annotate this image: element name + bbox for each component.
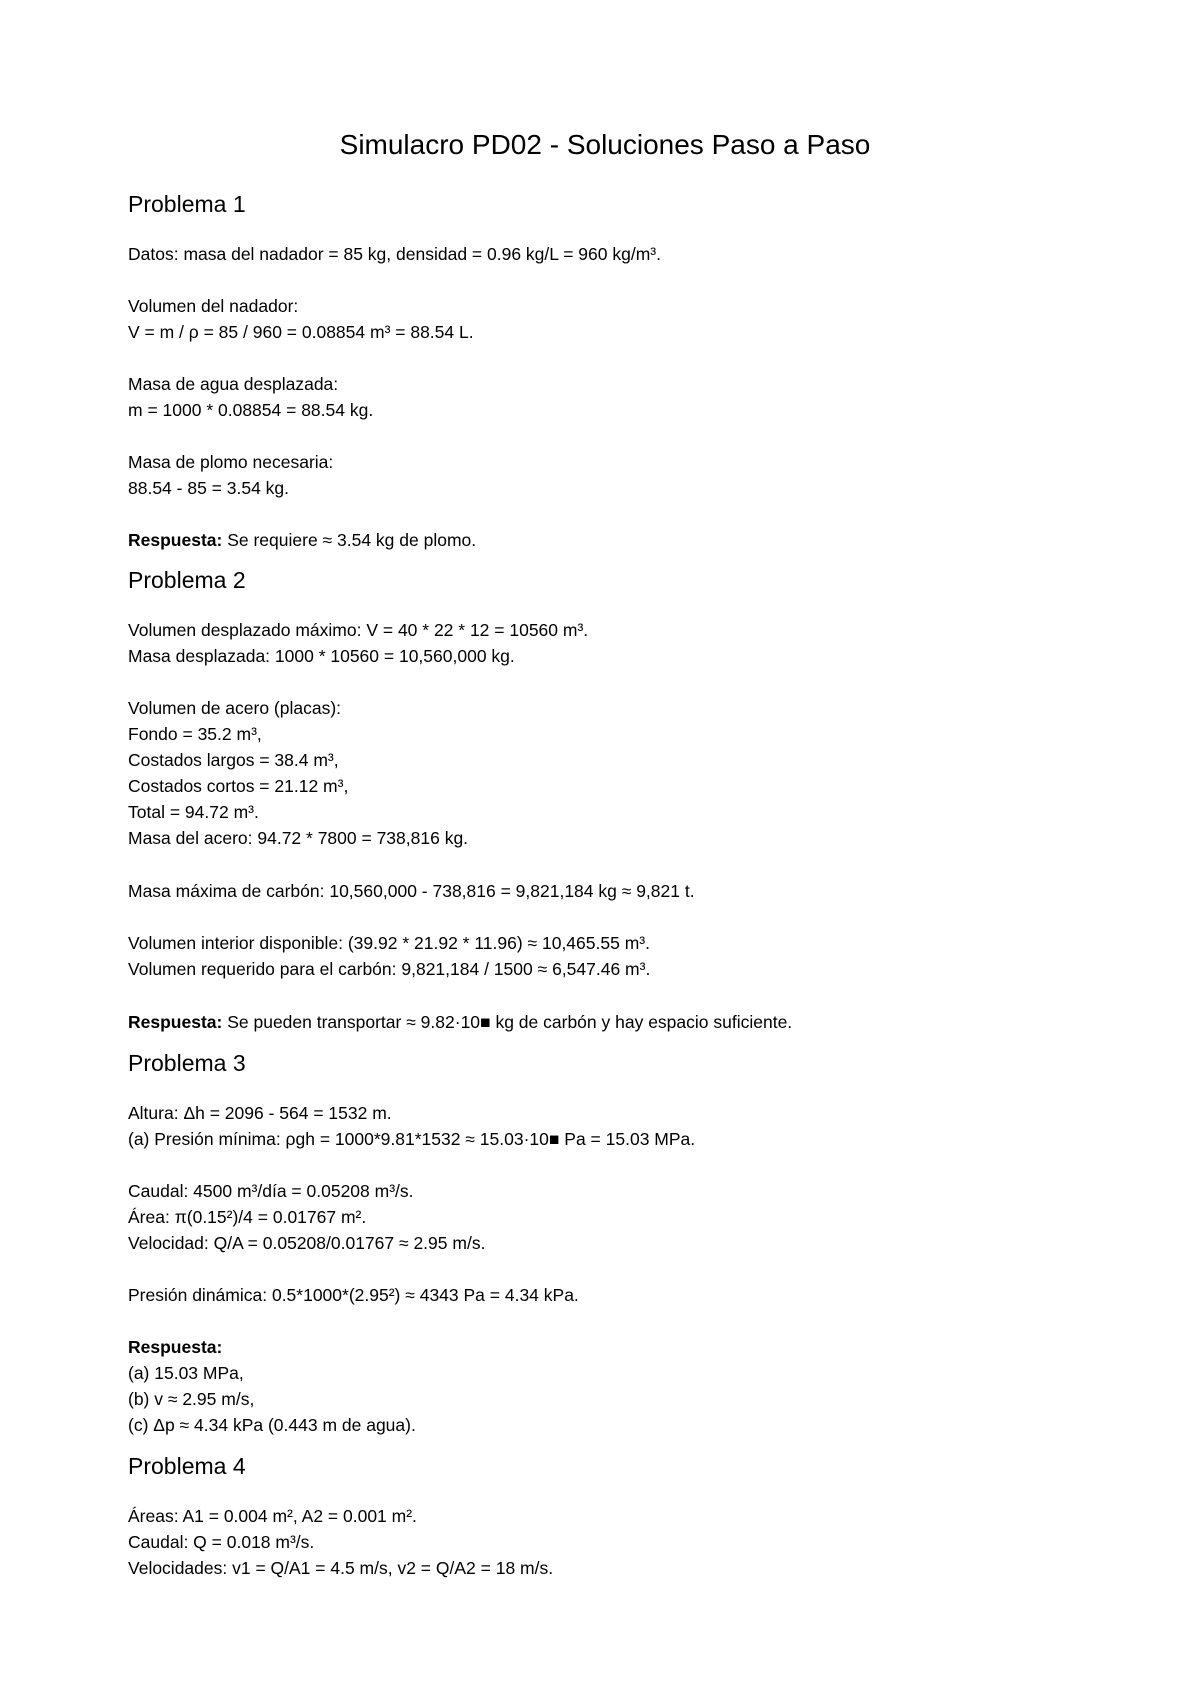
problem-3-answer-line: (c) Δp ≈ 4.34 kPa (0.443 m de agua). (128, 1415, 416, 1435)
problem-1-line: Masa de agua desplazada: (128, 374, 339, 394)
answer-label: Respuesta: (128, 1012, 223, 1032)
problem-2-line: Masa máxima de carbón: 10,560,000 - 738,816 = 9,821,184 kg ≈ 9,821 t. (128, 881, 695, 901)
problem-2-line: Fondo = 35.2 m³, (128, 724, 262, 744)
problem-4-line: Áreas: A1 = 0.004 m², A2 = 0.001 m². (128, 1506, 417, 1526)
problem-1-line: Masa de plomo necesaria: (128, 452, 334, 472)
problem-2-line: Masa desplazada: 1000 * 10560 = 10,560,000 kg. (128, 646, 515, 666)
problem-2-line: Masa del acero: 94.72 * 7800 = 738,816 kg. (128, 828, 469, 848)
problem-3-answer-label: Respuesta: (128, 1337, 223, 1357)
problem-3-heading: Problema 3 (128, 1050, 246, 1076)
problem-4-line: Velocidades: v1 = Q/A1 = 4.5 m/s, v2 = Q/A2 = 18 m/s. (128, 1558, 554, 1578)
problem-1-line: m = 1000 * 0.08854 = 88.54 kg. (128, 400, 374, 420)
problem-3-line: Caudal: 4500 m³/día = 0.05208 m³/s. (128, 1181, 414, 1201)
problem-2-line: Volumen desplazado máximo: V = 40 * 22 * 12 = 10560 m³. (128, 620, 589, 640)
problem-2-line: Volumen requerido para el carbón: 9,821,184 / 1500 ≈ 6,547.46 m³. (128, 959, 651, 979)
problem-4-line: Caudal: Q = 0.018 m³/s. (128, 1532, 315, 1552)
problem-3-line: Área: π(0.15²)/4 = 0.01767 m². (128, 1207, 367, 1227)
problem-1-line: Volumen del nadador: (128, 296, 299, 316)
problem-2-line: Volumen de acero (placas): (128, 698, 342, 718)
problem-2-line: Total = 94.72 m³. (128, 802, 259, 822)
problem-1-line: Datos: masa del nadador = 85 kg, densidad = 0.96 kg/L = 960 kg/m³. (128, 244, 661, 264)
problem-1-line: 88.54 - 85 = 3.54 kg. (128, 478, 290, 498)
problem-1-heading: Problema 1 (128, 191, 246, 217)
problem-2-line: Costados largos = 38.4 m³, (128, 750, 339, 770)
problem-2-line: Volumen interior disponible: (39.92 * 21.92 * 11.96) ≈ 10,465.55 m³. (128, 933, 650, 953)
problem-4-heading: Problema 4 (128, 1453, 246, 1479)
problem-2-heading: Problema 2 (128, 567, 246, 593)
problem-3-line: Altura: Δh = 2096 - 564 = 1532 m. (128, 1103, 392, 1123)
problem-3-line: Velocidad: Q/A = 0.05208/0.01767 ≈ 2.95 m/s. (128, 1233, 486, 1253)
problem-3-answer-line: (b) v ≈ 2.95 m/s, (128, 1389, 255, 1409)
problem-1-answer (128, 529, 476, 551)
problem-3-line: Presión dinámica: 0.5*1000*(2.95²) ≈ 4343 Pa = 4.34 kPa. (128, 1285, 579, 1305)
problem-1-line: V = m / ρ = 85 / 960 = 0.08854 m³ = 88.54 L. (128, 322, 474, 342)
answer-text: Se pueden transportar ≈ 9.82·10■ kg de carbón y hay espacio suficiente. (222, 1012, 793, 1032)
problem-2-line: Costados cortos = 21.12 m³, (128, 776, 349, 796)
problem-2-answer (128, 1011, 792, 1033)
problem-3-line: (a) Presión mínima: ρgh = 1000*9.81*1532 ≈ 15.03·10■ Pa = 15.03 MPa. (128, 1129, 696, 1149)
answer-text: Se requiere ≈ 3.54 kg de plomo. (222, 530, 477, 550)
answer-label: Respuesta: (128, 530, 223, 550)
document-title: Simulacro PD02 - Soluciones Paso a Paso (339, 129, 871, 160)
problem-3-answer-line: (a) 15.03 MPa, (128, 1363, 244, 1383)
